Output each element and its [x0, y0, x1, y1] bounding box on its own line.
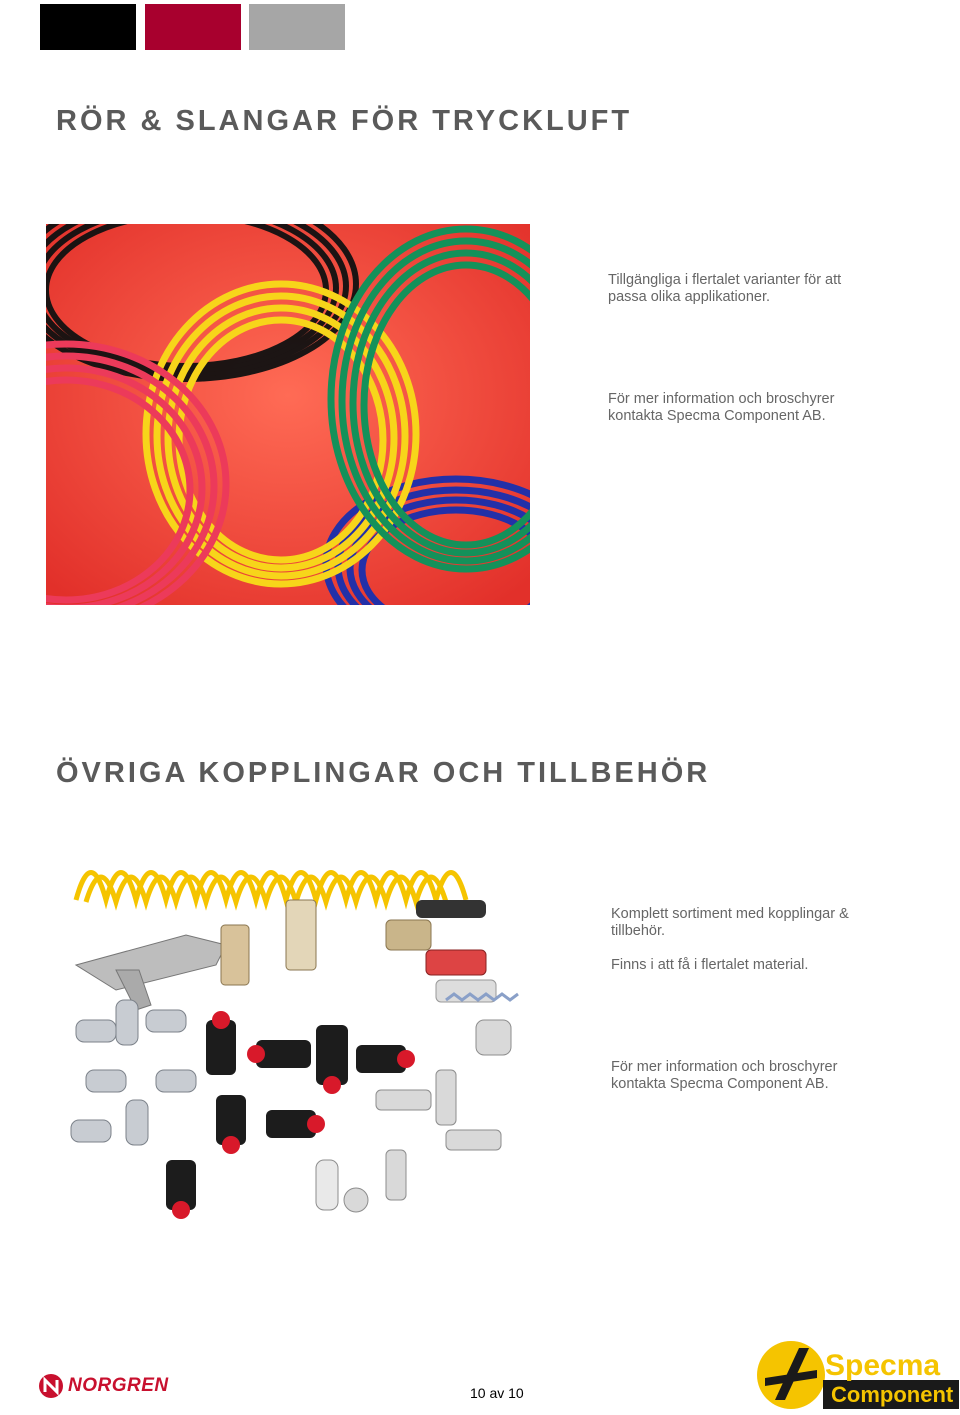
fittings-range-text: Komplett sortiment med kopplingar & tillbehör. [611, 906, 849, 939]
section-title-fittings: ÖVRIGA KOPPLINGAR OCH TILLBEHÖR [56, 757, 711, 789]
norgren-logo: NORGREN [38, 1372, 169, 1400]
tubes-variants-text: Tillgängliga i flertalet varianter för att passa olika applikationer. [608, 272, 842, 305]
tubes-contact-text: För mer information och broschyrer kontakta Specma Component AB. [608, 391, 835, 424]
color-swatch-red [145, 4, 241, 50]
specma-wordmark: Specma [825, 1349, 941, 1382]
color-swatch-black [40, 4, 136, 50]
fittings-contact-text: För mer information och broschyrer kontakta Specma Component AB. [611, 1059, 838, 1092]
page-number: 10 av 10 [470, 1385, 524, 1401]
section-title-tubes: RÖR & SLANGAR FÖR TRYCKLUFT [56, 105, 633, 137]
component-wordmark: Component [831, 1382, 954, 1407]
tubes-photo [46, 224, 530, 605]
color-swatch-grey [249, 4, 345, 50]
fittings-photo [56, 840, 526, 1230]
fittings-material-text: Finns i att få i flertalet material. [611, 957, 809, 973]
specma-component-logo [757, 1340, 960, 1410]
norgren-emblem-icon [38, 1373, 64, 1399]
